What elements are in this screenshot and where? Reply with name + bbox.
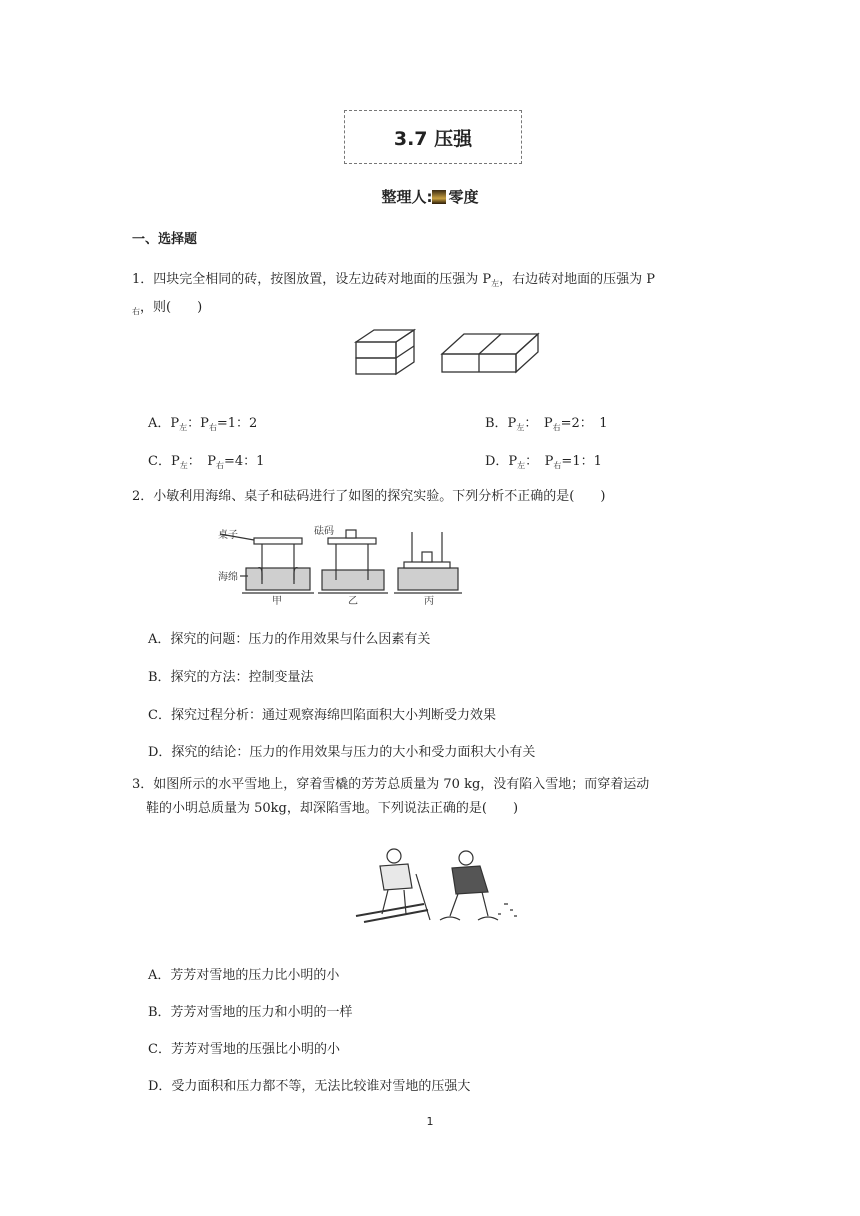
- q1-option-a[interactable]: A．$P_左$：$P_右=1$：2: [148, 416, 258, 432]
- walker-head: [459, 851, 473, 865]
- q3-option-c[interactable]: C．芳芳对雪地的压强比小明的小: [148, 1042, 340, 1057]
- author-avatar-icon: [432, 190, 446, 204]
- q1-option-b[interactable]: B．$P_左$： $P_右=2$： 1: [485, 416, 608, 432]
- question-1-stem: 1．四块完全相同的砖，按图放置，设左边砖对地面的压强为 $P_左$，右边砖对地面的压强为 P $_右$，则( ): [132, 272, 656, 316]
- bricks-figure: [352, 326, 540, 378]
- sponge-a: [246, 568, 310, 590]
- question-2-stem: 2．小敏利用海绵、桌子和砝码进行了如图的探究实验。下列分析不正确的是( ): [132, 489, 606, 504]
- skis: [356, 904, 428, 922]
- label-sponge: 海绵: [218, 572, 238, 583]
- q2-option-b[interactable]: B．探究的方法：控制变量法: [148, 670, 314, 685]
- author-name: 零度: [448, 188, 479, 206]
- left-brick-lower: [356, 358, 396, 374]
- label-weight: 砝码: [314, 526, 334, 537]
- q2-option-a[interactable]: A．探究的问题：压力的作用效果与什么因素有关: [148, 632, 431, 647]
- left-brick-upper: [356, 342, 396, 358]
- page-title-text: 3.7 压强: [393, 127, 473, 150]
- skier-head: [387, 849, 401, 863]
- weight-b: [346, 530, 356, 538]
- right-brick-side: [516, 334, 538, 372]
- q2-option-c[interactable]: C．探究过程分析：通过观察海绵凹陷面积大小判断受力效果: [148, 708, 496, 723]
- section-title: 一、选择题: [132, 232, 198, 247]
- weight-c: [422, 552, 432, 562]
- sponge-b: [322, 570, 384, 590]
- snow-figure: [354, 844, 524, 928]
- q1-option-c[interactable]: C．$P_左$： $P_右=4$：1: [148, 454, 265, 470]
- snow-holes: [440, 917, 498, 920]
- author-line: [0, 186, 860, 207]
- q3-option-d[interactable]: D．受力面积和压力都不等，无法比较谁对雪地的压强大: [148, 1079, 471, 1094]
- q2-option-d[interactable]: D．探究的结论：压力的作用效果与压力的大小和受力面积大小有关: [148, 745, 536, 760]
- table-top-b: [328, 538, 376, 544]
- page-number: 1: [426, 1115, 434, 1128]
- author-label: 整理人:: [381, 188, 433, 206]
- table-top-c: [404, 562, 450, 568]
- ski-pole: [416, 874, 430, 920]
- label-table: 桌子: [218, 530, 238, 541]
- q3-option-b[interactable]: B．芳芳对雪地的压力和小明的一样: [148, 1005, 353, 1020]
- skier-body: [380, 864, 412, 890]
- label-yi: 乙: [348, 596, 358, 606]
- label-bing: 丙: [424, 596, 434, 606]
- q3-option-a[interactable]: A．芳芳对雪地的压力比小明的小: [148, 968, 340, 983]
- sponge-experiment-figure: [218, 524, 464, 606]
- sponge-c: [398, 568, 458, 590]
- label-jia: 甲: [272, 596, 282, 606]
- question-3-stem: 3．如图所示的水平雪地上，穿着雪橇的芳芳总质量为 70 kg，没有陷入雪地；而穿着运动 鞋的小明总质量为 50kg，却深陷雪地。下列说法正确的是( ): [132, 777, 650, 816]
- table-top-a: [254, 538, 302, 544]
- page-title: [344, 110, 522, 164]
- walker-body: [452, 866, 488, 894]
- q1-option-d[interactable]: D．$P_左$： $P_右=1$：1: [485, 454, 602, 470]
